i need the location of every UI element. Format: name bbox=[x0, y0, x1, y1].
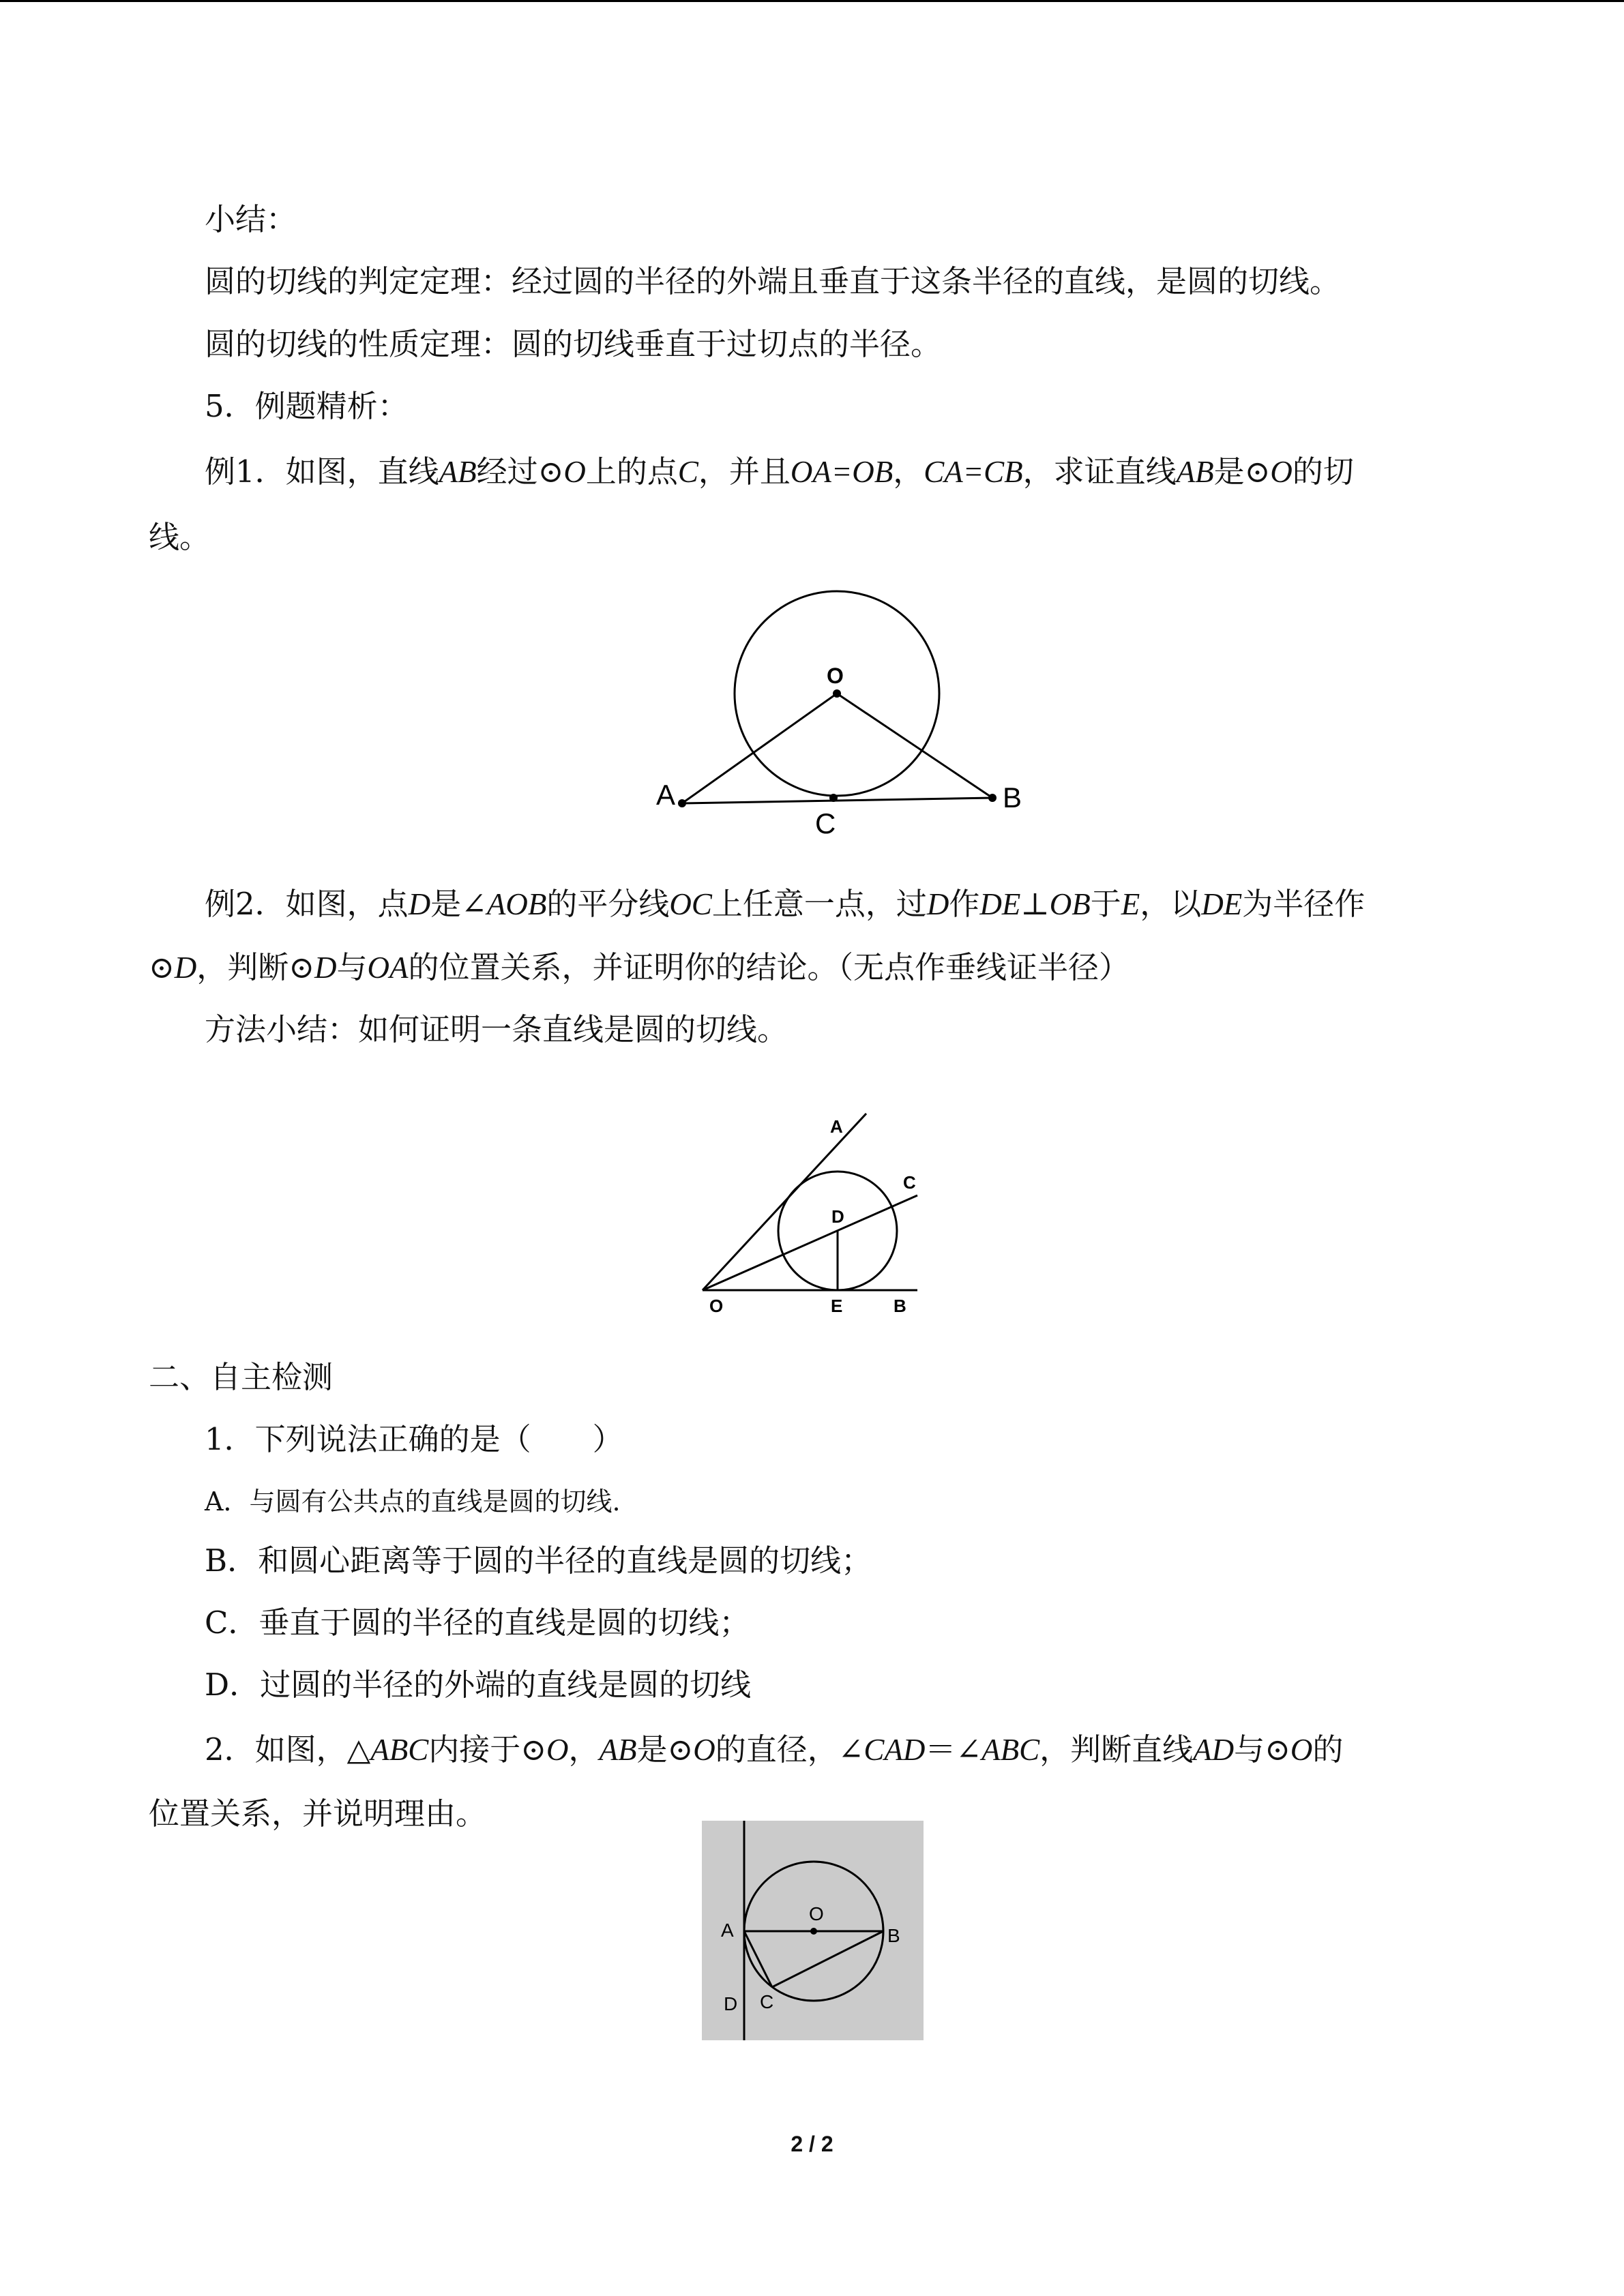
tangent-property-theorem: 圆的切线的性质定理：圆的切线垂直于过切点的半径。 bbox=[205, 326, 942, 362]
point-b bbox=[988, 794, 996, 802]
self-test-heading: 二、自主检测 bbox=[149, 1359, 334, 1395]
label-c: C bbox=[815, 807, 836, 839]
question1-stem: 1．下列说法正确的是（ ） bbox=[205, 1421, 623, 1457]
example1-line1: 例1．如图，直线AB经过⊙O上的点C，并且OA=OB，CA=CB，求证直线AB是⊙O的切 bbox=[205, 453, 1354, 490]
label-o: O bbox=[809, 1903, 824, 1924]
segment-ob bbox=[837, 694, 992, 798]
question1-option-b: B．和圆心距离等于圆的半径的直线是圆的切线； bbox=[205, 1542, 872, 1579]
point-c bbox=[829, 794, 838, 802]
question1-option-c: C．垂直于圆的半径的直线是圆的切线； bbox=[205, 1605, 750, 1641]
question1-option-d: D．过圆的半径的外端的直线是圆的切线 bbox=[205, 1667, 752, 1703]
label-c: C bbox=[903, 1172, 916, 1193]
tangent-judgement-theorem: 圆的切线的判定定理：经过圆的半径的外端且垂直于这条半径的直线，是圆的切线。 bbox=[205, 263, 1341, 299]
question2-figure bbox=[702, 1821, 924, 2040]
label-a: A bbox=[830, 1116, 843, 1137]
label-c: C bbox=[760, 1991, 774, 2012]
label-e: E bbox=[831, 1296, 843, 1316]
label-a: A bbox=[656, 779, 676, 811]
label-b: B bbox=[894, 1296, 906, 1316]
example1-figure bbox=[648, 586, 1044, 846]
point-o bbox=[810, 1928, 817, 1935]
label-o: O bbox=[827, 664, 844, 688]
summary-heading: 小结： bbox=[205, 201, 297, 237]
question2-line2: 位置关系，并说明理由。 bbox=[149, 1795, 487, 1832]
example1-line2: 线。 bbox=[149, 519, 211, 555]
ray-oc bbox=[703, 1195, 917, 1290]
example2-line2: ⊙D，判断⊙D与OA的位置关系，并证明你的结论。（无点作垂线证半径） bbox=[149, 949, 1130, 985]
page-number: 2 / 2 bbox=[791, 2132, 833, 2156]
label-o: O bbox=[709, 1296, 724, 1316]
example2-line1: 例2．如图，点D是∠AOB的平分线OC上任意一点，过D作DE⊥OB于E，以DE为半径作 bbox=[205, 886, 1365, 922]
question2-line1: 2．如图，△ABC内接于⊙O，AB是⊙O的直径，∠CAD＝∠ABC，判断直线AD与⊙O的 bbox=[205, 1731, 1344, 1768]
label-b: B bbox=[1003, 781, 1022, 814]
point-o bbox=[833, 689, 841, 698]
ray-oa bbox=[703, 1114, 866, 1290]
label-d: D bbox=[831, 1206, 844, 1227]
examples-heading: 5．例题精析： bbox=[205, 388, 409, 424]
segment-oa bbox=[682, 694, 837, 803]
page-top-border bbox=[0, 0, 1624, 2]
example2-figure bbox=[689, 1101, 941, 1320]
method-summary: 方法小结：如何证明一条直线是圆的切线。 bbox=[205, 1011, 788, 1047]
label-a: A bbox=[721, 1920, 734, 1941]
point-a bbox=[678, 799, 686, 807]
question1-option-a: A．与圆有公共点的直线是圆的切线. bbox=[205, 1487, 621, 1517]
label-d: D bbox=[724, 1993, 738, 2014]
label-b: B bbox=[887, 1925, 900, 1946]
